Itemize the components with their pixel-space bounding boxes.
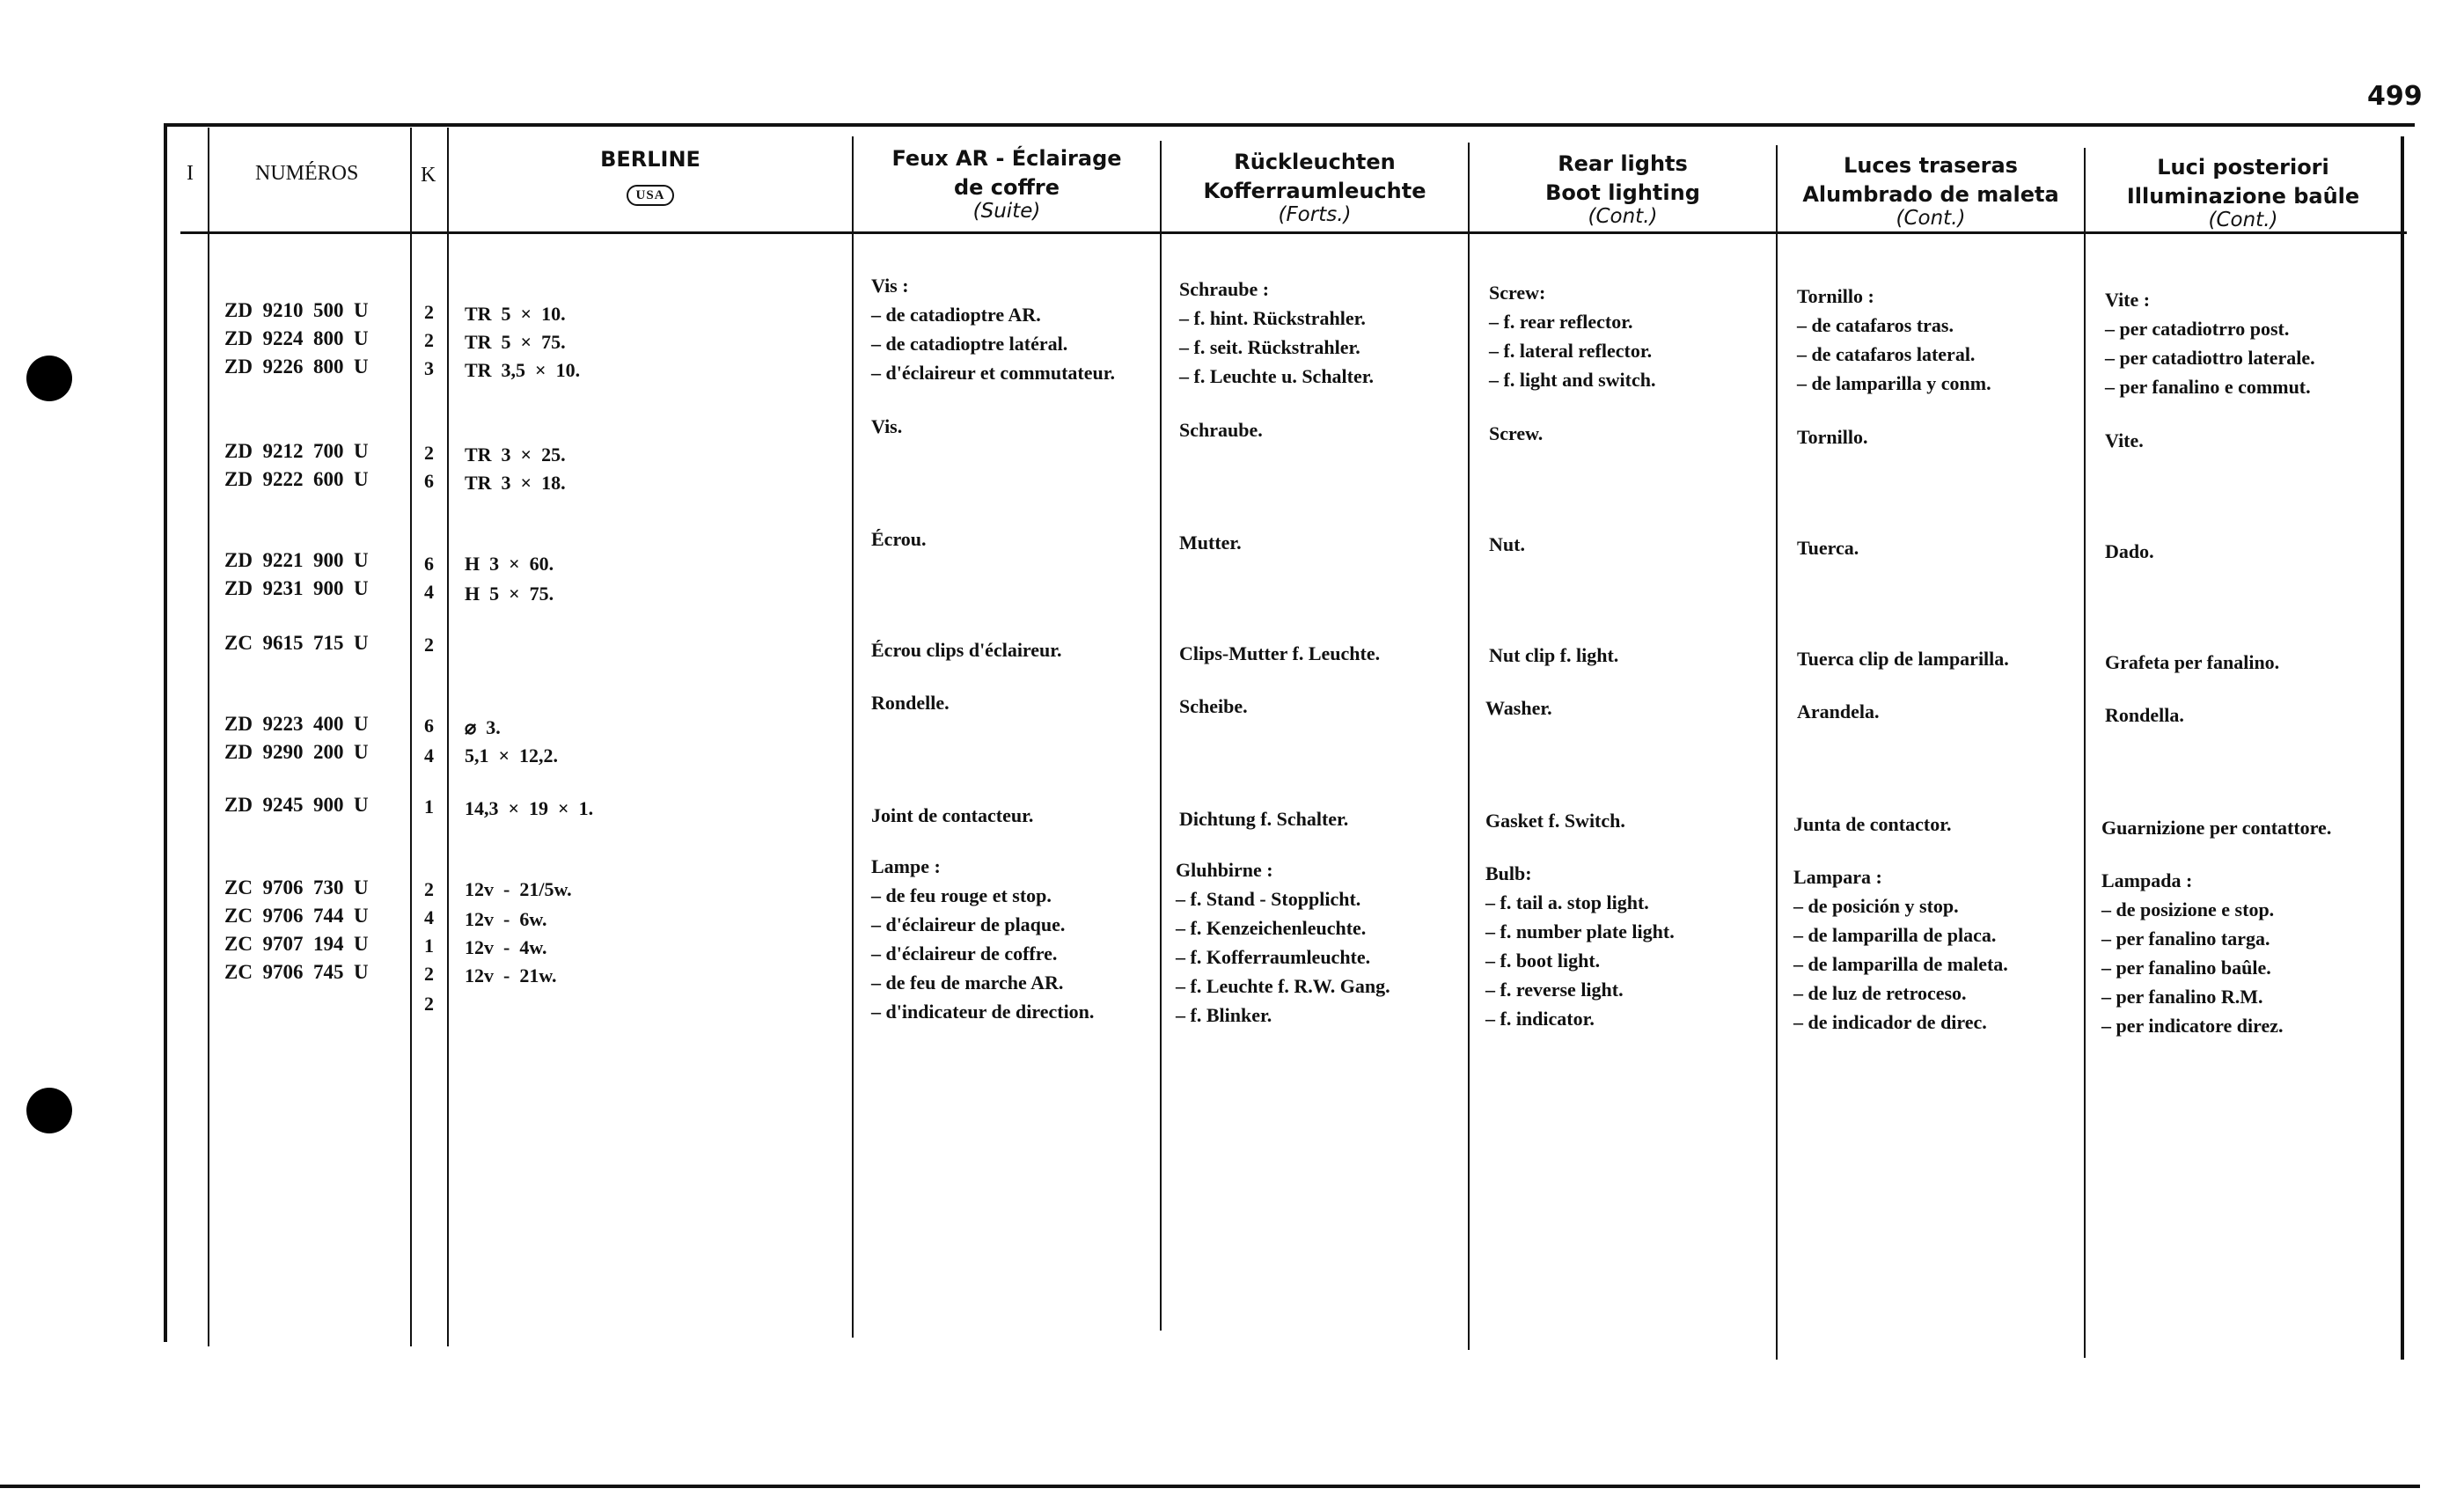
part-number: ZD 9224 800 U: [224, 327, 369, 349]
part-number: ZD 9290 200 U: [224, 741, 369, 763]
desc-de: Schraube : – f. hint. Rückstrahler. – f. seit. Rückstrahler. – f. Leuchte u. Schalter.: [1179, 278, 1375, 387]
part-number: ZD 9223 400 U: [224, 713, 369, 735]
part-k: 4: [424, 906, 434, 928]
desc-fr: Lampe : – de feu rouge et stop. – d'éclaireur de plaque. – d'éclaireur de coffre. – de feu de marche AR. – d'indicateur de direction.: [871, 855, 1095, 1023]
part-number: ZC 9706 745 U: [224, 961, 369, 983]
desc-en: Screw: – f. rear reflector. – f. lateral reflector. – f. light and switch.: [1489, 282, 1656, 391]
part-k: 2: [424, 329, 434, 351]
part-number: ZC 9707 194 U: [224, 933, 369, 955]
part-k: 4: [424, 581, 434, 603]
header-en: [1470, 150, 1776, 231]
header-es-sub: (Cont.): [1896, 207, 1966, 230]
binder-hole-bottom: [26, 1088, 72, 1133]
part-k: 1: [424, 796, 434, 818]
desc-it: Grafeta per fanalino.: [2105, 651, 2280, 673]
header-es-line1: Luces traseras: [1844, 153, 2018, 178]
header-en-sub: (Cont.): [1588, 205, 1658, 228]
divider-fr-de: [1160, 141, 1162, 1331]
desc-fr: Joint de contacteur.: [871, 804, 1034, 826]
part-berline: 12v - 21/5w.: [465, 878, 572, 900]
part-berline: TR 5 × 10.: [465, 303, 566, 325]
part-berline: TR 3 × 18.: [465, 472, 566, 494]
header-en-line2: Boot lighting: [1545, 180, 1700, 205]
desc-fr: Vis.: [871, 415, 903, 437]
desc-it: Rondella.: [2105, 704, 2184, 726]
part-number: ZD 9231 900 U: [224, 577, 369, 599]
desc-it: Vite : – per catadiotrro post. – per catadiottro laterale. – per fanalino e commut.: [2105, 289, 2315, 398]
desc-es: Junta de contactor.: [1793, 813, 1952, 835]
part-berline: H 5 × 75.: [465, 583, 554, 605]
part-berline: ⌀ 3.: [465, 716, 501, 738]
divider-berline-fr: [852, 136, 854, 1338]
header-fr-sub: (Suite): [972, 200, 1041, 223]
part-berline: 12v - 4w.: [465, 936, 547, 958]
header-fr-line1: Feux AR - Éclairage: [891, 146, 1122, 171]
table-top-rule: [165, 123, 2415, 127]
part-k: 2: [424, 993, 434, 1015]
desc-de: Gluhbirne : – f. Stand - Stopplicht. – f. Kenzeichenleuchte. – f. Kofferraumleuchte. – f. Leuchte f. R.W. Gang. – f. Blinker.: [1176, 859, 1390, 1026]
header-numeros: NUMÉROS: [255, 162, 359, 185]
part-k: 2: [424, 634, 434, 656]
header-fr-line2: de coffre: [953, 175, 1060, 200]
part-number: ZC 9706 744 U: [224, 905, 369, 927]
page-number: 499: [2367, 81, 2423, 112]
page-bottom-edge: [0, 1485, 2420, 1488]
header-de-line1: Rückleuchten: [1234, 150, 1396, 174]
part-number: ZD 9221 900 U: [224, 549, 369, 571]
divider-es-it: [2084, 148, 2086, 1358]
desc-en: Nut.: [1489, 533, 1525, 555]
divider-numeros-k: [410, 128, 412, 1346]
part-number: ZD 9245 900 U: [224, 794, 369, 816]
header-de-line2: Kofferraumleuchte: [1203, 179, 1426, 203]
part-k: 1: [424, 935, 434, 957]
desc-de: Mutter.: [1179, 532, 1242, 554]
part-berline: 5,1 × 12,2.: [465, 744, 559, 766]
header-en-line1: Rear lights: [1558, 151, 1688, 176]
part-k: 6: [424, 553, 434, 575]
part-number: ZC 9706 730 U: [224, 876, 369, 898]
header-it-sub: (Cont.): [2208, 209, 2278, 231]
desc-en: Gasket f. Switch.: [1485, 810, 1625, 832]
desc-it: Vite.: [2105, 429, 2144, 451]
part-number: ZD 9210 500 U: [224, 299, 369, 321]
divider-k-berline: [447, 128, 449, 1346]
divider-de-en: [1468, 143, 1470, 1350]
part-berline: TR 5 × 75.: [465, 331, 566, 353]
part-number: ZD 9222 600 U: [224, 468, 369, 490]
desc-en: Bulb: – f. tail a. stop light. – f. number plate light. – f. boot light. – f. reverse light. – f. indicator.: [1485, 862, 1675, 1030]
desc-en: Washer.: [1485, 697, 1552, 719]
desc-es: Tuerca clip de lamparilla.: [1797, 648, 2009, 670]
part-berline: TR 3,5 × 10.: [465, 359, 581, 381]
desc-fr: Vis : – de catadioptre AR. – de catadioptre latéral. – d'éclaireur et commutateur.: [871, 275, 1115, 384]
desc-de: Dichtung f. Schalter.: [1179, 808, 1349, 830]
header-fr: [854, 144, 1160, 226]
header-berline-title: BERLINE: [600, 147, 700, 172]
header-berline: [449, 145, 852, 207]
header-de-sub: (Forts.): [1278, 203, 1352, 226]
desc-it: Dado.: [2105, 540, 2154, 562]
part-k: 3: [424, 357, 434, 379]
desc-es: Tuerca.: [1797, 537, 1859, 559]
desc-fr: Écrou clips d'éclaireur.: [871, 639, 1062, 661]
desc-es: Tornillo : – de catafaros tras. – de catafaros lateral. – de lamparilla y conm.: [1797, 285, 1991, 394]
desc-de: Schraube.: [1179, 419, 1263, 441]
desc-de: Scheibe.: [1179, 695, 1248, 717]
table-right-border: [2401, 136, 2404, 1360]
part-k: 6: [424, 470, 434, 492]
header-it-line2: Illuminazione baûle: [2126, 184, 2360, 209]
table-left-border: [164, 123, 167, 1342]
part-berline: 12v - 21w.: [465, 964, 557, 986]
desc-it: Guarnizione per contattore.: [2101, 817, 2332, 839]
part-berline: H 3 × 60.: [465, 553, 554, 575]
part-k: 6: [424, 715, 434, 737]
desc-de: Clips-Mutter f. Leuchte.: [1179, 642, 1381, 664]
header-it: [2086, 153, 2401, 235]
header-es: [1778, 151, 2084, 233]
desc-es: Tornillo.: [1797, 426, 1868, 448]
desc-es: Arandela.: [1797, 700, 1880, 722]
header-k: K: [421, 164, 436, 187]
part-k: 2: [424, 442, 434, 464]
desc-fr: Rondelle.: [871, 692, 950, 714]
header-de: [1162, 148, 1468, 230]
part-k: 2: [424, 878, 434, 900]
part-berline: 12v - 6w.: [465, 908, 547, 930]
part-number: ZC 9615 715 U: [224, 632, 369, 654]
desc-es: Lampara : – de posición y stop. – de lamparilla de placa. – de lamparilla de maleta. – de luz de retroceso. – de indicador de direc.: [1793, 866, 2008, 1033]
part-berline: 14,3 × 19 × 1.: [465, 797, 594, 819]
usa-badge: USA: [627, 185, 673, 206]
part-berline: TR 3 × 25.: [465, 444, 566, 466]
part-k: 2: [424, 301, 434, 323]
divider-en-es: [1776, 145, 1778, 1360]
desc-it: Lampada : – de posizione e stop. – per fanalino targa. – per fanalino baûle. – per fanalino R.M. – per indicatore direz.: [2101, 869, 2284, 1037]
header-es-line2: Alumbrado de maleta: [1802, 182, 2059, 207]
part-number: ZD 9226 800 U: [224, 356, 369, 378]
part-k: 2: [424, 963, 434, 985]
desc-fr: Écrou.: [871, 528, 927, 550]
binder-hole-top: [26, 356, 72, 401]
divider-i-numeros: [208, 128, 209, 1346]
part-k: 4: [424, 744, 434, 766]
desc-en: Nut clip f. light.: [1489, 644, 1619, 666]
header-i: I: [187, 162, 194, 185]
header-it-line1: Luci posteriori: [2157, 155, 2329, 180]
part-number: ZD 9212 700 U: [224, 440, 369, 462]
desc-en: Screw.: [1489, 422, 1544, 444]
